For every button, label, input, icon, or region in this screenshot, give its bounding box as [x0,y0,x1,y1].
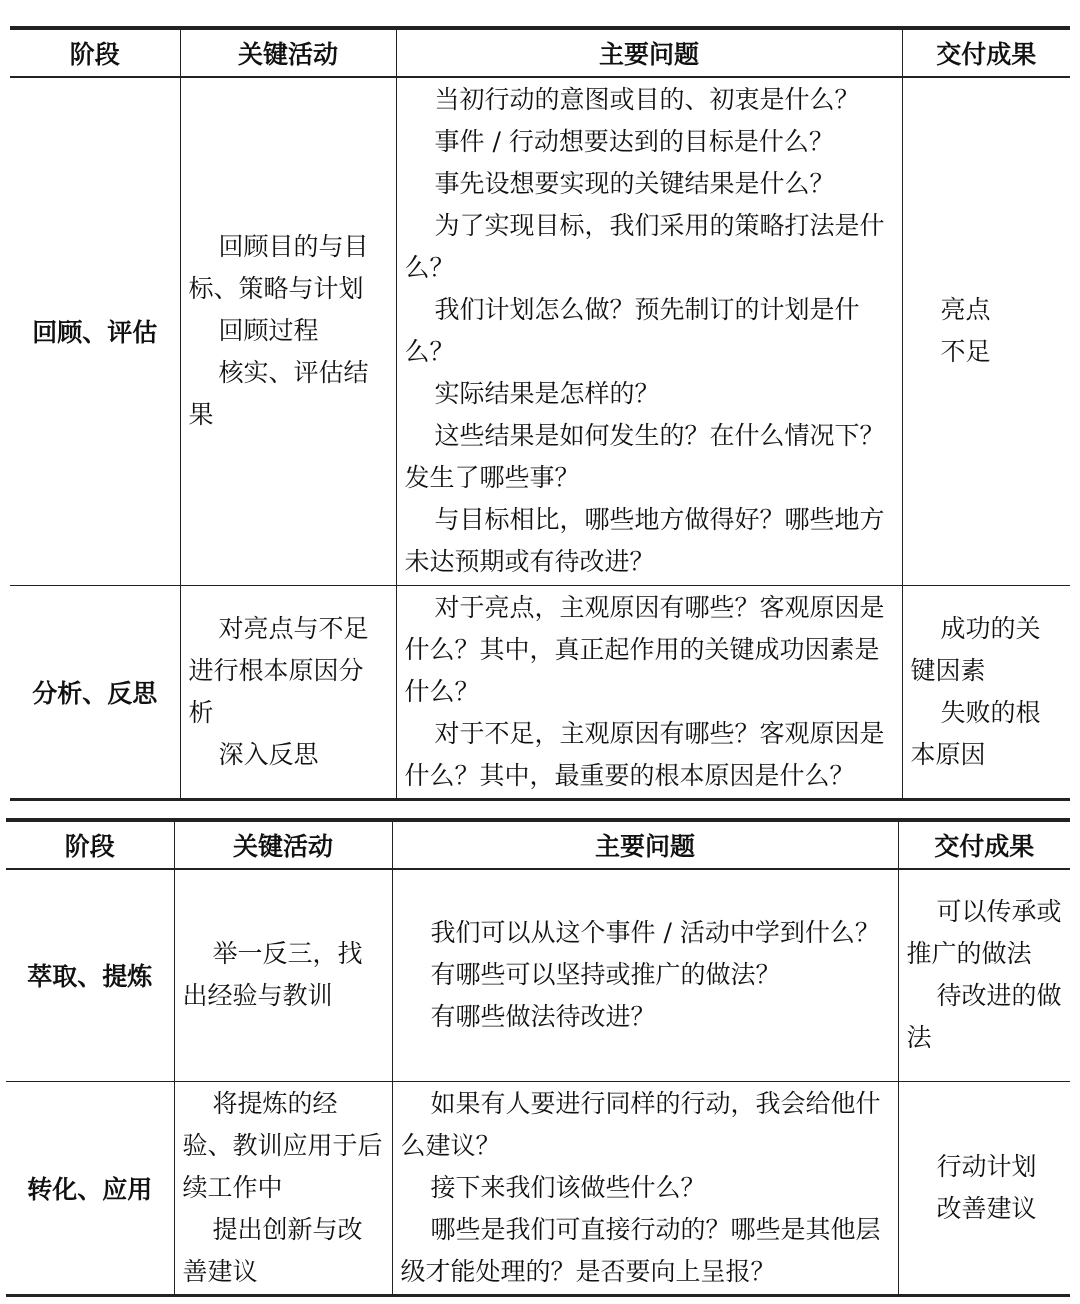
activity-cell [174,869,392,1081]
header-stage: 阶段 [6,820,174,869]
question-item: 如果有人要进行同样的行动，我会给他什么建议？ [400,1088,881,1160]
questions-cell [392,869,898,1081]
table-row [6,1081,1070,1295]
activity-cell [174,1081,392,1295]
deliverable-item: 失败的根本原因 [910,697,1041,769]
deliverable-item: 可以传承或推广的做法 [906,897,1062,969]
table-row [6,869,1070,1081]
header-activity: 关键活动 [180,28,396,77]
activity-cell [180,77,396,585]
activity-item: 回顾过程 [218,316,319,346]
header-deliverables: 交付成果 [902,28,1070,77]
deliverable-item: 行动计划 [936,1151,1037,1181]
activity-item: 提出创新与改善建议 [182,1214,363,1286]
header-stage: 阶段 [10,28,180,77]
question-item: 有哪些做法待改进？ [430,1002,656,1032]
header-questions: 主要问题 [396,28,902,77]
activity-item: 将提炼的经验、教训应用于后续工作中 [182,1088,383,1202]
table-header-row [6,820,1070,869]
table-row [10,77,1070,585]
question-item: 这些结果是如何发生的？在什么情况下？发生了哪些事？ [404,421,885,493]
questions-cell [396,77,902,585]
header-activity: 关键活动 [174,820,392,869]
question-item: 哪些是我们可直接行动的？哪些是其他层级才能处理的？是否要向上呈报？ [400,1214,881,1286]
deliverables-cell [902,585,1070,799]
deliverables-cell [902,77,1070,585]
table-header-row [10,28,1070,77]
activity-cell [180,585,396,799]
question-item: 对于亮点，主观原因有哪些？客观原因是什么？其中，真正起作用的关键成功因素是什么？ [404,592,885,706]
deliverable-item: 改善建议 [936,1193,1037,1223]
review-table-part-2 [6,818,1070,1297]
review-table-part-1 [10,26,1070,801]
activity-item: 对亮点与不足进行根本原因分析 [188,613,369,727]
question-item: 实际结果是怎样的？ [434,379,660,409]
question-item: 我们可以从这个事件 / 活动中学到什么？ [430,918,880,948]
header-deliverables: 交付成果 [898,820,1070,869]
deliverable-item: 待改进的做法 [906,981,1062,1053]
question-item: 为了实现目标，我们采用的策略打法是什么？ [404,211,885,283]
question-item: 当初行动的意图或目的、初衷是什么？ [434,85,860,115]
question-item: 事先设想要实现的关键结果是什么？ [434,169,835,199]
question-item: 我们计划怎么做？预先制订的计划是什么？ [404,295,860,367]
activity-item: 深入反思 [218,739,319,769]
deliverables-cell [898,1081,1070,1295]
deliverable-item: 不足 [940,337,991,367]
deliverables-cell [898,869,1070,1081]
stage-cell: 转化、应用 [6,1081,174,1295]
stage-cell: 分析、反思 [10,585,180,799]
questions-cell [392,1081,898,1295]
question-item: 有哪些可以坚持或推广的做法？ [430,960,781,990]
deliverable-item: 成功的关键因素 [910,613,1041,685]
stage-cell: 萃取、提炼 [6,869,174,1081]
questions-cell [396,585,902,799]
deliverable-item: 亮点 [940,295,991,325]
header-questions: 主要问题 [392,820,898,869]
question-item: 对于不足，主观原因有哪些？客观原因是什么？其中，最重要的根本原因是什么？ [404,718,885,790]
stage-cell: 回顾、评估 [10,77,180,585]
question-item: 与目标相比，哪些地方做得好？哪些地方未达预期或有待改进？ [404,505,885,577]
question-item: 事件 / 行动想要达到的目标是什么？ [434,127,834,157]
activity-item: 回顾目的与目标、策略与计划 [188,232,369,304]
question-item: 接下来我们该做些什么？ [430,1172,706,1202]
table-row [10,585,1070,799]
activity-item: 举一反三，找出经验与教训 [182,939,363,1011]
activity-item: 核实、评估结果 [188,358,369,430]
